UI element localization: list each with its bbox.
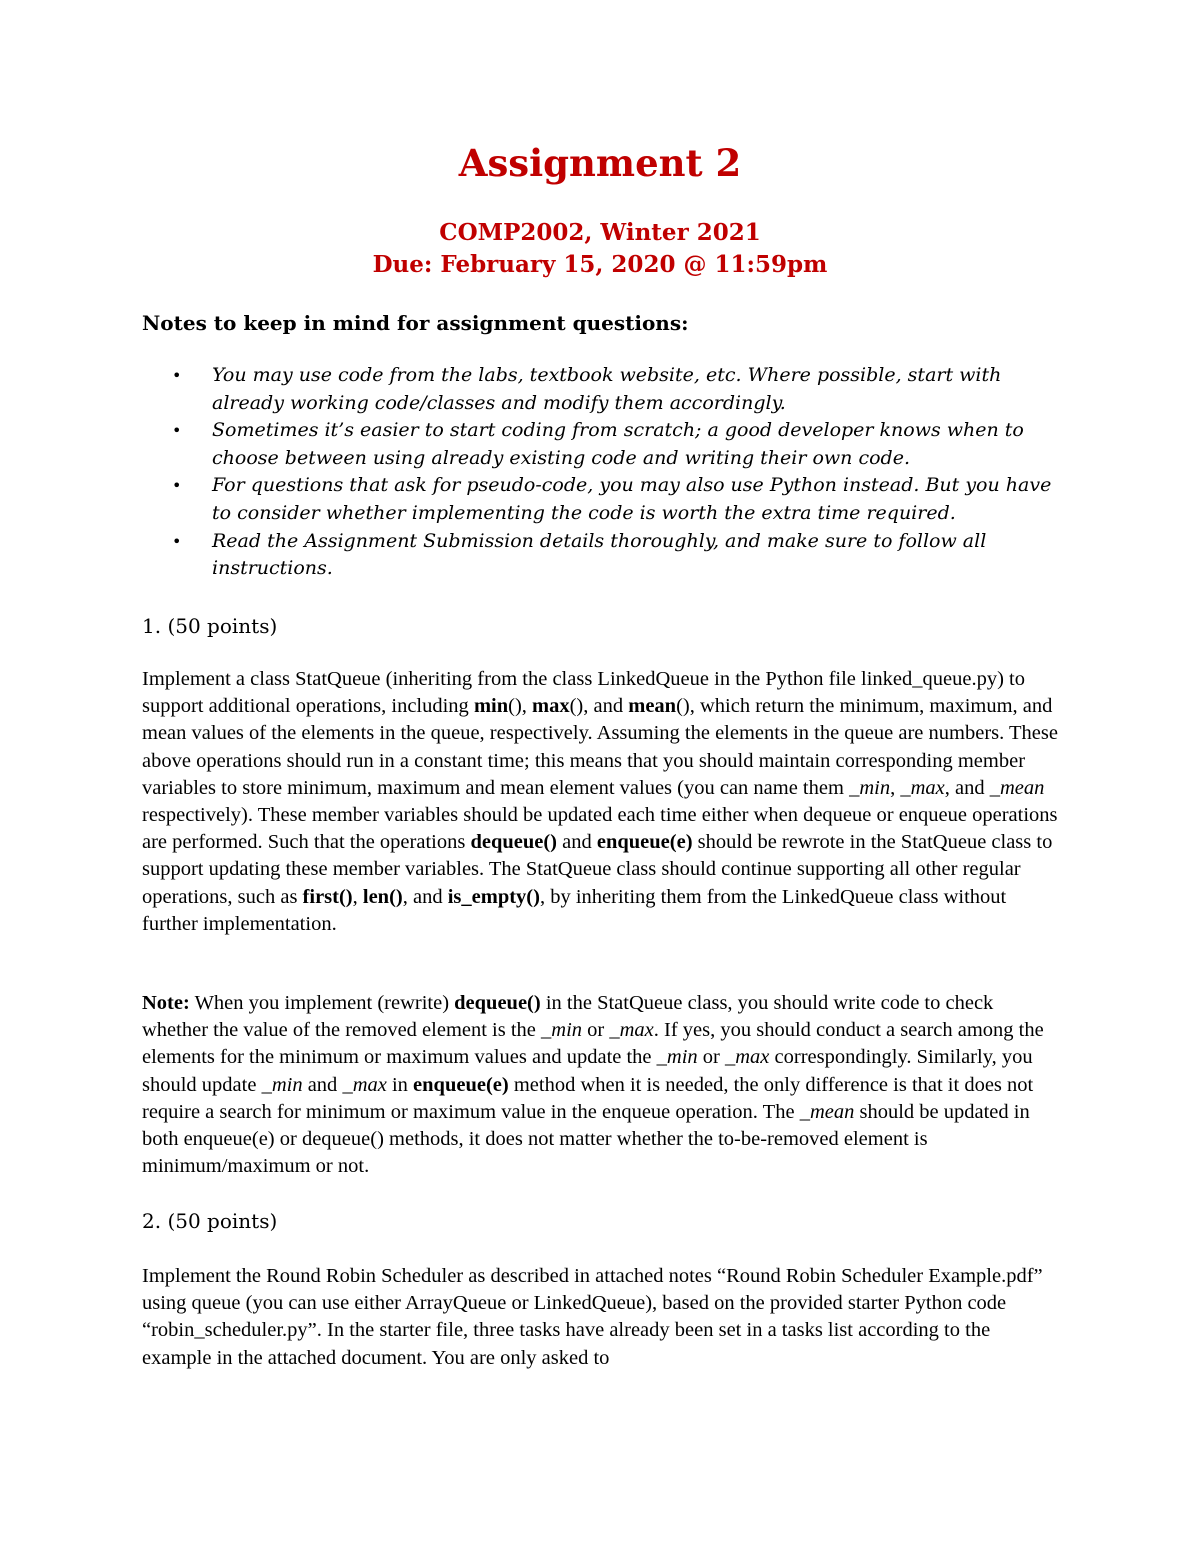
text-run: and	[557, 831, 597, 854]
assignment-title: Assignment 2	[458, 141, 742, 185]
text-run: method when it is needed, the only difference is that it does not require a search for minimum or maximum value in the enqueue operation. The	[142, 1073, 1034, 1123]
question-2-description: Implement the Round Robin Scheduler as described in attached notes “Round Robin Scheduler Example.pdf” using queue (you can use either ArrayQueue or LinkedQueue), based on the provided starter Python code “robin_scheduler.py”. In the starter file, three tasks have already been set in a tasks list according to the example in the attached document. You are only asked to	[142, 1265, 1043, 1369]
text-run: (), which return the minimum, maximum, and mean values of the elements in the queue, respectively. Assuming the elements in the queue are numbers. These above operations should run in a constant time; this means that you should maintain corresponding member variables to store minimum, maximum and mean element values (you can name them	[142, 695, 1058, 799]
question-1-heading: 1. (50 points)	[142, 614, 278, 638]
text-run: should be rewrote in the StatQueue class to support updating these member variables. The StatQueue class should continue supporting all other regular operations, such as	[142, 831, 1053, 908]
text-run: , and	[944, 776, 990, 799]
text-run: respectively). These member variables should be updated each time either when dequeue or enqueue operations are performed. Such that the operations	[142, 804, 1058, 854]
code-term: enqueue(e)	[413, 1073, 509, 1096]
code-term: mean	[628, 695, 677, 718]
text-run: or	[582, 1019, 610, 1042]
variable-name: _max	[342, 1073, 387, 1096]
text-run: . If yes, you should conduct a search among the elements for the minimum or maximum values and update the	[142, 1019, 1044, 1069]
bullet-icon: •	[172, 366, 182, 385]
text-run: ,	[890, 776, 901, 799]
text-run: , and	[402, 885, 448, 908]
text-run: in	[386, 1073, 414, 1096]
variable-name: _min	[849, 776, 891, 799]
text-run: Implement a class StatQueue (inheriting from the class LinkedQueue in the Python file linked_queue.py) to support additional operations, including	[142, 668, 1025, 718]
note-item	[142, 417, 1072, 472]
question-1-description	[142, 666, 1062, 938]
variable-name: _min	[261, 1073, 303, 1096]
note-text: For questions that ask for pseudo-code, you may also use Python instead. But you have to consider whether implementing the code is worth the extra time required.	[212, 474, 1052, 524]
code-term: max	[532, 695, 570, 718]
text-run: should be updated in both enqueue(e) or dequeue() methods, it does not matter whether the to-be-removed element is minimum/maximum or not.	[142, 1100, 1030, 1178]
bullet-icon: •	[172, 476, 182, 496]
bullet-icon: •	[172, 421, 182, 441]
note-item	[142, 362, 1072, 417]
variable-name: _min	[541, 1019, 583, 1042]
note-text: Read the Assignment Submission details thoroughly, and make sure to follow all instructions.	[212, 529, 987, 580]
text-run: in the StatQueue class, you should write code to check whether the value of the removed element is the	[142, 992, 994, 1042]
text-run: When you implement (rewrite)	[189, 992, 455, 1014]
note-item	[142, 528, 1072, 583]
notes-heading: Notes to keep in mind for assignment questions:	[142, 311, 689, 335]
note-item	[142, 472, 1072, 527]
question-2-heading: 2. (50 points)	[142, 1209, 278, 1233]
text-run: correspondingly. Similarly, you should update	[142, 1046, 1033, 1096]
variable-name: _min	[656, 1046, 698, 1069]
text-run: (),	[508, 695, 533, 718]
code-term: len()	[362, 885, 403, 908]
code-term: is_empty()	[447, 885, 540, 908]
variable-name: _max	[609, 1019, 654, 1042]
text-run: ,	[352, 885, 363, 908]
code-term: dequeue()	[470, 831, 558, 854]
course-line: COMP2002, Winter 2021	[439, 219, 761, 246]
text-run: (), and	[569, 695, 629, 718]
code-term: first()	[302, 885, 353, 908]
note-text: Sometimes it’s easier to start coding from scratch; a good developer knows when to choose between using already existing code and writing their own code.	[212, 419, 1024, 469]
note-label: Note:	[142, 992, 190, 1014]
variable-name: _max	[900, 776, 945, 799]
note-text: You may use code from the labs, textbook website, etc. Where possible, start with already working code/classes and modify them accordingly.	[212, 364, 1002, 414]
variable-name: _mean	[989, 776, 1045, 799]
notes-list	[142, 362, 1072, 583]
question-1-note	[142, 990, 1062, 1180]
text-run: and	[302, 1073, 343, 1096]
code-term: dequeue()	[454, 992, 541, 1014]
variable-name: _mean	[799, 1100, 855, 1123]
due-date-line: Due: February 15, 2020 @ 11:59pm	[372, 251, 828, 278]
text-run: , by inheriting them from the LinkedQueue class without further implementation.	[142, 885, 1007, 935]
bullet-icon: •	[172, 531, 182, 551]
text-run: or	[697, 1046, 725, 1069]
code-term: enqueue(e)	[596, 831, 693, 854]
code-term: min	[473, 695, 509, 718]
variable-name: _max	[724, 1046, 770, 1069]
